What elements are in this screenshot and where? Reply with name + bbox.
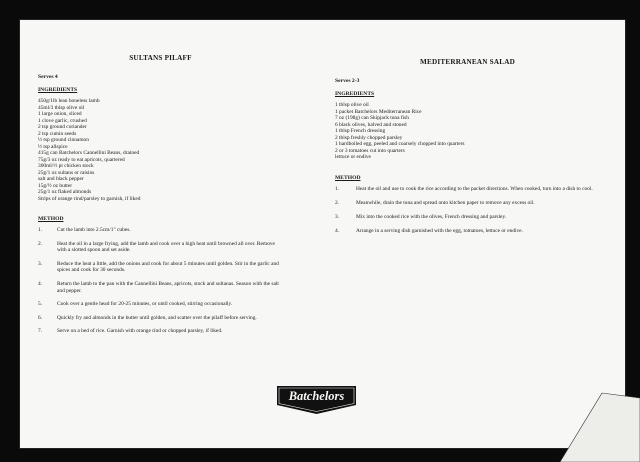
step-number: 3. [38, 260, 43, 267]
serves-label: Serves 4 [38, 74, 58, 80]
step-text: Arrange in a serving dish garnished with the egg, tomatoes, lettuce or endive. [356, 227, 523, 234]
step-text: Cook over a gentle head for 20-25 minutes, or until cooked, stirring occasionally. [57, 301, 233, 308]
ingredient-item: 1 clove garlic, crushed [38, 117, 87, 124]
step-number: 4. [38, 280, 43, 287]
method-step [335, 228, 600, 235]
step-number: 5. [38, 301, 43, 308]
step-number: 2. [335, 199, 340, 206]
ingredient-item: 1 hardboiled egg, peeled and coarsely chopped into quarters [335, 141, 465, 147]
step-number: 1. [335, 185, 340, 192]
method-step [335, 186, 600, 193]
method-step [335, 214, 600, 221]
recipe-sultans-pilaff [38, 36, 283, 342]
method-step [38, 301, 283, 308]
ingredient-item: ½ tsp allspice [38, 143, 68, 150]
ingredients-list [38, 98, 283, 202]
ingredient-item: 450g/1lb lean boneless lamb [38, 98, 100, 104]
method-step [38, 328, 283, 335]
recipe-title: MEDITERRANEAN SALAD [419, 58, 516, 66]
ingredient-item: 1 tblsp French dressing [335, 128, 386, 134]
method-step [38, 227, 283, 234]
ingredient-item: ½ tsp ground cinnamon [38, 137, 89, 143]
ingredient-item: 1 tblsp olive oil [335, 102, 369, 108]
ingredients-heading: INGREDIENTS [335, 91, 375, 97]
ingredient-item: salt and black pepper [38, 176, 84, 182]
ingredients-list [335, 102, 600, 161]
recipe-title: SULTANS PILAFF [129, 54, 192, 62]
method-list [335, 186, 600, 235]
ingredient-item: 1 packet Batchelors Mediterranean Rice [335, 108, 422, 115]
method-heading: METHOD [38, 216, 64, 222]
ingredient-item: 300ml/½ pt chicken stock [38, 163, 94, 169]
serves-label: Serves 2-3 [335, 78, 360, 84]
step-text: Meanwhile, drain the tuna and spread onto kitchen paper to remove any excess oil. [356, 199, 535, 206]
method-step [38, 261, 283, 274]
ingredient-item: 415g can Batchelors Cannellini Beans, drained [38, 150, 140, 156]
recipe-mediterranean-salad [335, 36, 600, 242]
ingredient-item: 2 tsp cumin seeds [38, 130, 77, 137]
method-step [335, 200, 600, 207]
ingredient-item: 1 large onion, sliced [38, 111, 82, 117]
method-step [38, 315, 283, 322]
step-text: Return the lamb to the pan with the Cannellini Beans, apricots, stock and sultanas. Season with the salt and pepper. [57, 280, 279, 294]
method-heading: METHOD [335, 174, 361, 181]
ingredient-item: 2 tblsp freshly chopped parsley [335, 134, 403, 141]
ingredient-item: 75g/3 oz ready to eat apricots, quartered [38, 156, 125, 163]
ingredient-item: 25g/1 oz flaked almonds [38, 189, 92, 195]
ingredient-item: 2 tsp ground coriander [38, 124, 87, 130]
step-text: Mix into the cooked rice with the olives, French dressing and parsley. [356, 213, 507, 220]
logo-wordmark: Batchelors [288, 389, 345, 403]
step-text: Reduce the heat a little, add the onions and cook for about 5 minutes until golden. Stir in the garlic and spices and cook for 30 seconds. [57, 260, 279, 274]
ingredient-item: Strips of orange rind/parsley to garnish, if liked [38, 195, 141, 202]
step-number: 1. [38, 227, 43, 233]
step-number: 6. [38, 314, 43, 321]
ingredient-item: 25g/1 oz sultans or raisins [38, 169, 95, 176]
step-text: Quickly fry and almonds in the butter until golden, and scatter over the pilaff before serving. [57, 314, 257, 321]
ingredient-item: 2 or 3 tomatoes cut into quarters [335, 147, 405, 154]
ingredient-item: 15g/½ oz butter [38, 182, 72, 189]
ingredient-item: 45ml/3 tblsp olive oil [38, 104, 85, 111]
method-step [38, 281, 283, 294]
step-text: Heat the oil in a large frying, add the lamb and cook over a high heat until browned all over. Remove with a slotted spoon and set aside. [57, 240, 275, 254]
step-text: Serve on a bed of rice. Garnish with orange rind or chopped parsley, if liked. [57, 328, 223, 335]
method-step [38, 241, 283, 254]
method-list [38, 227, 283, 335]
step-text: Heat the oil and use to cook the rice according to the packet directions. When cooked, turn into a dish to cool. [356, 185, 593, 192]
ingredient-item: lettuce or endive [335, 154, 371, 160]
step-number: 7. [38, 328, 43, 335]
ingredient-item: 7 oz (198g) can Skipjack tuna fish [335, 115, 409, 121]
step-text: Cut the lamb into 2.5cm/1" cubes. [57, 227, 131, 233]
step-number: 4. [335, 227, 340, 234]
step-number: 3. [335, 213, 340, 220]
ingredient-item: 6 black olives, halved and stoned [335, 121, 407, 128]
batchelors-logo [273, 383, 360, 415]
ingredients-heading: INGREDIENTS [38, 87, 78, 93]
step-number: 2. [38, 240, 43, 247]
